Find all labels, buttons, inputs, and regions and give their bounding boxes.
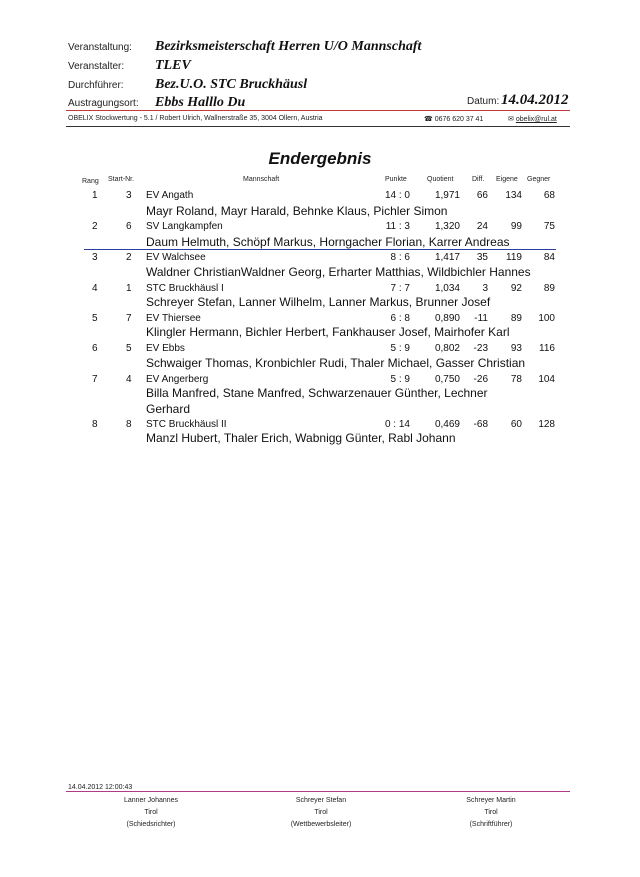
points: 5 : 9: [390, 343, 410, 354]
opponent-score: 128: [538, 419, 555, 430]
quotient: 1,034: [434, 283, 460, 294]
signature-secretary: [426, 795, 556, 831]
start-number: 3: [126, 190, 132, 201]
signature-name: Lanner Johannes: [123, 797, 179, 804]
team-name: STC Bruckhäusl II: [146, 419, 227, 430]
print-timestamp: 14.04.2012 12:00:43: [68, 784, 133, 791]
team-name: EV Thiersee: [146, 313, 201, 324]
start-number: 4: [126, 374, 132, 385]
quotient: 0,890: [434, 313, 460, 324]
opponent-score: 100: [538, 313, 555, 324]
opponent-score: 75: [543, 221, 555, 232]
points: 8 : 6: [390, 252, 410, 263]
datum-value: 14.04.2012: [501, 92, 569, 108]
veranstaltung-label: Veranstaltung:: [68, 42, 132, 53]
difference: -68: [473, 419, 488, 430]
difference: -23: [473, 343, 488, 354]
quotient: 0,802: [434, 343, 460, 354]
team-members: Billa Manfred, Stane Manfred, Schwarzenauer Günther, Lechner: [146, 386, 488, 400]
phone-icon: ☎: [424, 116, 433, 123]
col-startnr: Start-Nr.: [108, 176, 135, 183]
software-info: OBELIX Stockwertung - 5.1 / Robert Ulrich, Wallnerstraße 35, 3004 Ollern, Austria: [68, 115, 323, 122]
points: 14 : 0: [384, 190, 410, 201]
page-title: Endergebnis: [268, 149, 372, 168]
durchfuehrer-label: Durchführer:: [68, 80, 124, 91]
points: 5 : 9: [390, 374, 410, 385]
team-name: STC Bruckhäusl I: [146, 283, 224, 294]
quotient: 1,417: [434, 252, 460, 263]
signature-role: (Schriftführer): [469, 821, 513, 828]
rank: 1: [92, 190, 98, 201]
opponent-score: 84: [543, 252, 555, 263]
col-gegner: Gegner: [527, 176, 551, 183]
col-eigene: Eigene: [496, 176, 518, 183]
team-members: Manzl Hubert, Thaler Erich, Wabnigg Günter, Rabl Johann: [146, 431, 456, 445]
signature-referee: [86, 795, 216, 831]
team-members: Klingler Hermann, Bichler Herbert, Fankhauser Josef, Mairhofer Karl: [146, 325, 510, 339]
start-number: 6: [126, 221, 132, 232]
own-score: 93: [510, 343, 522, 354]
opponent-score: 116: [539, 343, 555, 354]
header-bottom-rule: [66, 126, 570, 127]
email-address: obelix@rul.at: [515, 116, 557, 123]
points: 11 : 3: [385, 221, 410, 232]
mail-icon: ✉: [508, 116, 514, 123]
start-number: 8: [126, 419, 132, 430]
own-score: 99: [510, 221, 522, 232]
own-score: 134: [505, 190, 522, 201]
datum-label: Datum:: [467, 96, 500, 107]
veranstalter-value: TLEV: [155, 58, 191, 73]
footer-rule: [66, 791, 570, 792]
signature-name: Schreyer Martin: [466, 797, 516, 804]
start-number: 1: [126, 283, 132, 294]
team-name: EV Angerberg: [146, 374, 209, 385]
team-name: SV Langkampfen: [146, 221, 223, 232]
austragungsort-value: Ebbs Halllo Du: [155, 95, 246, 110]
signature-competition-director: [256, 795, 386, 831]
col-rang: Rang: [82, 178, 99, 185]
team-members: Daum Helmuth, Schöpf Markus, Horngacher Florian, Karrer Andreas: [146, 235, 510, 249]
signature-role: (Schiedsrichter): [126, 821, 176, 828]
email-line: [508, 115, 557, 123]
points: 6 : 8: [390, 313, 410, 324]
col-punkte: Punkte: [385, 176, 407, 183]
difference: 66: [476, 190, 488, 201]
col-quotient: Quotient: [427, 176, 454, 183]
rank: 5: [92, 313, 98, 324]
difference: -11: [474, 313, 488, 324]
start-number: 2: [126, 252, 132, 263]
rank: 3: [92, 252, 98, 263]
phone-line: [424, 115, 483, 123]
team-members-continued: Gerhard: [146, 402, 191, 416]
rank: 8: [92, 419, 98, 430]
own-score: 92: [510, 283, 522, 294]
own-score: 78: [510, 374, 522, 385]
quotient: 0,750: [434, 374, 460, 385]
row-divider: [84, 249, 556, 250]
signature-region: Tirol: [484, 809, 498, 816]
opponent-score: 89: [543, 283, 555, 294]
veranstaltung-value: Bezirksmeisterschaft Herren U/O Mannschaft: [155, 39, 422, 54]
opponent-score: 104: [538, 374, 555, 385]
quotient: 0,469: [434, 419, 460, 430]
signature-role: (Wettbewerbsleiter): [290, 821, 352, 828]
own-score: 89: [510, 313, 522, 324]
team-members: Waldner ChristianWaldner Georg, Erharter Matthias, Wildbichler Hannes: [146, 265, 531, 279]
opponent-score: 68: [543, 190, 555, 201]
points: 0 : 14: [384, 419, 410, 430]
team-members: Schreyer Stefan, Lanner Wilhelm, Lanner Markus, Brunner Josef: [146, 295, 491, 309]
rank: 6: [92, 343, 98, 354]
difference: 3: [482, 283, 488, 294]
signature-region: Tirol: [144, 809, 158, 816]
rank: 7: [92, 374, 98, 385]
team-members: Mayr Roland, Mayr Harald, Behnke Klaus, Pichler Simon: [146, 204, 448, 218]
team-name: EV Angath: [146, 190, 194, 201]
col-diff: Diff.: [472, 176, 485, 183]
phone-number: 0676 620 37 41: [434, 116, 484, 123]
difference: -26: [473, 374, 488, 385]
signature-region: Tirol: [314, 809, 328, 816]
points: 7 : 7: [390, 283, 410, 294]
difference: 24: [476, 221, 488, 232]
rank: 4: [92, 283, 98, 294]
start-number: 7: [126, 313, 132, 324]
difference: 35: [476, 252, 488, 263]
team-members: Schwaiger Thomas, Kronbichler Rudi, Thaler Michael, Gasser Christian: [146, 356, 526, 370]
durchfuehrer-value: Bez.U.O. STC Bruckhäusl: [155, 77, 308, 92]
signature-name: Schreyer Stefan: [295, 797, 347, 804]
col-mannschaft: Mannschaft: [243, 176, 280, 183]
own-score: 60: [510, 419, 522, 430]
team-name: EV Ebbs: [146, 343, 185, 354]
quotient: 1,971: [434, 190, 460, 201]
austragungsort-label: Austragungsort:: [68, 98, 139, 109]
veranstalter-label: Veranstalter:: [68, 61, 125, 72]
rank: 2: [92, 221, 98, 232]
header-rule: [66, 110, 570, 111]
start-number: 5: [126, 343, 132, 354]
own-score: 119: [506, 252, 522, 263]
team-name: EV Walchsee: [146, 252, 206, 263]
quotient: 1,320: [434, 221, 460, 232]
